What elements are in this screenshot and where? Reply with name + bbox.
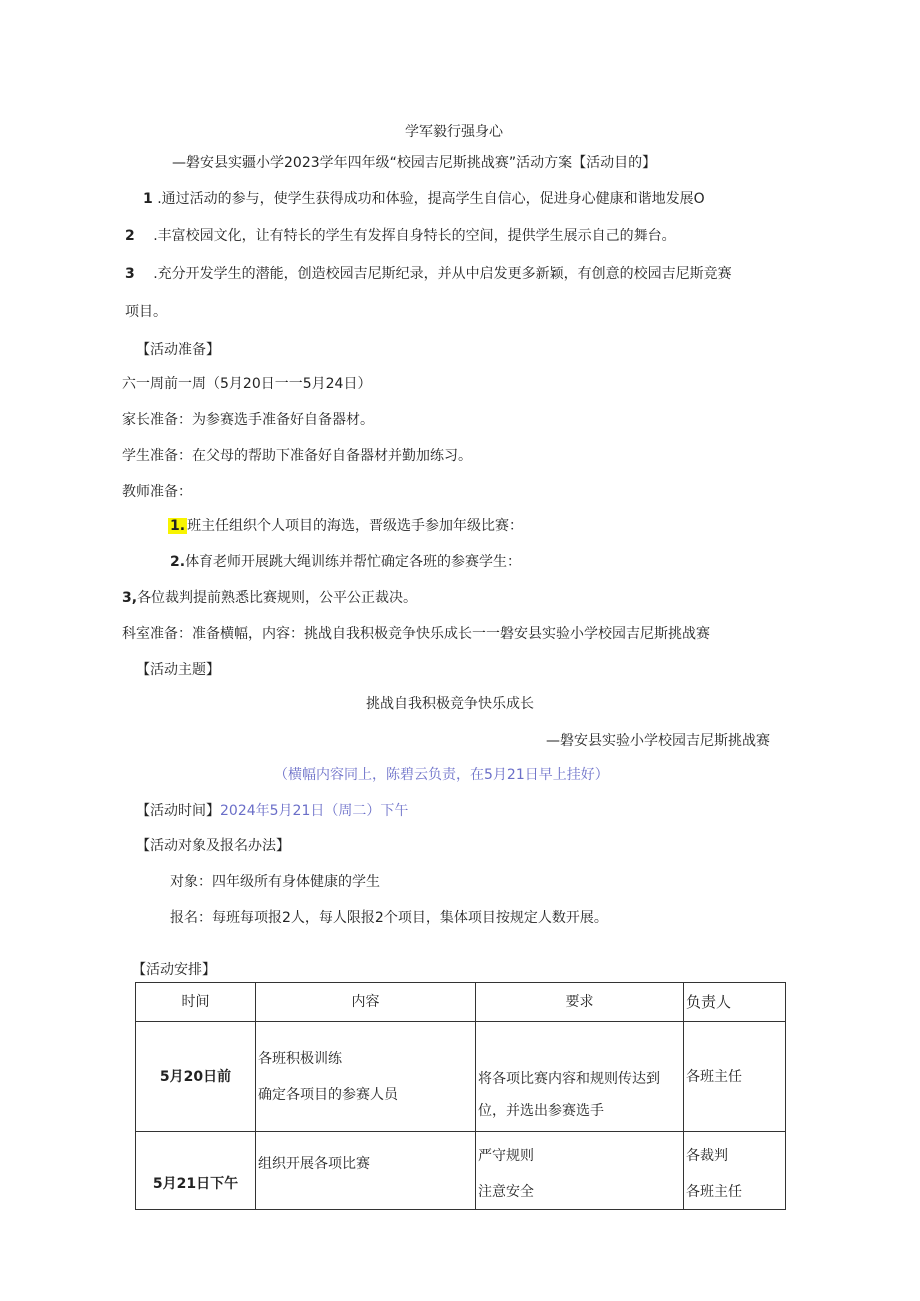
theme-main: 挑战自我积极竞争快乐成长 <box>366 696 534 712</box>
banner-note: （横幅内容同上，陈碧云负责，在5月21日早上挂好） <box>274 767 609 783</box>
row-1-owner <box>684 1022 786 1132</box>
row-2-owner <box>684 1132 786 1210</box>
row-2-requirement-line-2: 注意安全 <box>478 1184 534 1200</box>
row-2-requirement <box>476 1132 684 1210</box>
goal-3-text: .充分开发学生的潜能，创造校园吉尼斯纪录，并从中启发更多新颖，有创意的校园吉尼斯竞赛 <box>153 266 732 282</box>
goal-2-num: 2 <box>125 228 135 244</box>
teacher-item-3 <box>122 588 417 608</box>
signup-text: 报名：每班每项报2人，每人限报2个项目，集体项目按规定人数开展。 <box>170 910 608 926</box>
time-value: 2024年5月21日（周二）下午 <box>220 803 409 819</box>
table-row <box>136 1022 786 1132</box>
row-1-content-line-2: 确定各项目的参赛人员 <box>258 1086 398 1103</box>
row-2-time-text: 5月21日下午 <box>152 1175 239 1192</box>
table-row <box>136 1132 786 1210</box>
goal-3-num: 3 <box>125 266 135 282</box>
doc-subtitle: —磐安县实疆小学2023学年四年级“校园吉尼斯挑战赛”活动方案【活动目的】 <box>172 155 657 171</box>
header-requirement: 要求 <box>476 983 684 1022</box>
teacher-item-1 <box>168 516 523 536</box>
row-2-owner-line-1: 各裁判 <box>686 1148 728 1164</box>
row-1-owner-line-1: 各班主任 <box>686 1068 742 1085</box>
row-1-time-text: 5月20日前 <box>159 1068 232 1085</box>
teacher-item-2-text: 体育老师开展跳大绳训练并帮忙确定各班的参赛学生： <box>185 554 522 570</box>
time-label: 【活动时间】 <box>136 803 220 819</box>
schedule-table <box>135 982 786 1210</box>
office-prep: 科室准备：准备横幅，内容：挑战自我积极竞争快乐成长一一磐安县实验小学校园吉尼斯挑战赛 <box>122 626 710 642</box>
header-content: 内容 <box>256 983 476 1022</box>
goal-1-text: .通过活动的参与，使学生获得成功和体验，提高学生自信心，促进身心健康和谐地发展O <box>157 191 705 207</box>
teacher-item-2 <box>170 552 521 572</box>
row-1-requirement-line-2: 位，并选出参赛选手 <box>478 1102 604 1119</box>
row-1-content <box>256 1022 476 1132</box>
goal-2-text: .丰富校园文化，让有特长的学生有发挥自身特长的空间，提供学生展示自己的舞台。 <box>153 228 676 244</box>
row-1-content-line-1: 各班积极训练 <box>258 1050 342 1067</box>
row-1-time <box>136 1022 256 1132</box>
row-2-time <box>136 1132 256 1210</box>
prep-week: 六一周前一周（5月20日一一5月24日） <box>122 376 372 392</box>
doc-title: 学军毅行强身心 <box>405 124 503 140</box>
student-prep: 学生准备：在父母的帮助下准备好自备器材并勤加练习。 <box>122 448 472 464</box>
teacher-prep: 教师准备： <box>122 484 192 500</box>
row-2-content-line-1: 组织开展各项比赛 <box>258 1156 370 1172</box>
prep-heading: 【活动准备】 <box>136 342 220 358</box>
parent-prep: 家长准备：为参赛选手准备好自备器材。 <box>122 412 374 428</box>
header-time: 时间 <box>136 983 256 1022</box>
table-header-row <box>136 983 786 1022</box>
activity-time <box>136 801 408 821</box>
theme-sub: —磐安县实验小学校园吉尼斯挑战赛 <box>546 733 770 749</box>
teacher-item-2-num: 2. <box>170 554 186 570</box>
goal-1-num: 1 <box>143 191 153 207</box>
theme-heading: 【活动主题】 <box>136 662 220 678</box>
goal-2 <box>125 226 676 246</box>
row-1-requirement-line-1: 将各项比赛内容和规则传达到 <box>478 1070 660 1087</box>
schedule-heading: 【活动安排】 <box>132 962 216 978</box>
teacher-item-1-num: 1. <box>170 518 186 534</box>
goal-1 <box>143 189 705 209</box>
goal-3 <box>125 264 732 284</box>
row-2-content <box>256 1132 476 1210</box>
teacher-item-1-text: 班主任组织个人项目的海选，晋级选手参加年级比赛： <box>187 518 524 534</box>
header-owner: 负责人 <box>684 983 786 1022</box>
row-2-requirement-line-1: 严守规则 <box>478 1148 534 1164</box>
row-2-owner-line-2: 各班主任 <box>686 1184 742 1200</box>
goal-3-cont: 项目。 <box>125 304 167 320</box>
target-heading: 【活动对象及报名办法】 <box>136 838 290 854</box>
row-1-requirement <box>476 1022 684 1132</box>
teacher-item-3-num: 3, <box>122 590 138 606</box>
target-text: 对象：四年级所有身体健康的学生 <box>170 874 380 890</box>
teacher-item-3-text: 各位裁判提前熟悉比赛规则，公平公正裁决。 <box>137 590 418 606</box>
